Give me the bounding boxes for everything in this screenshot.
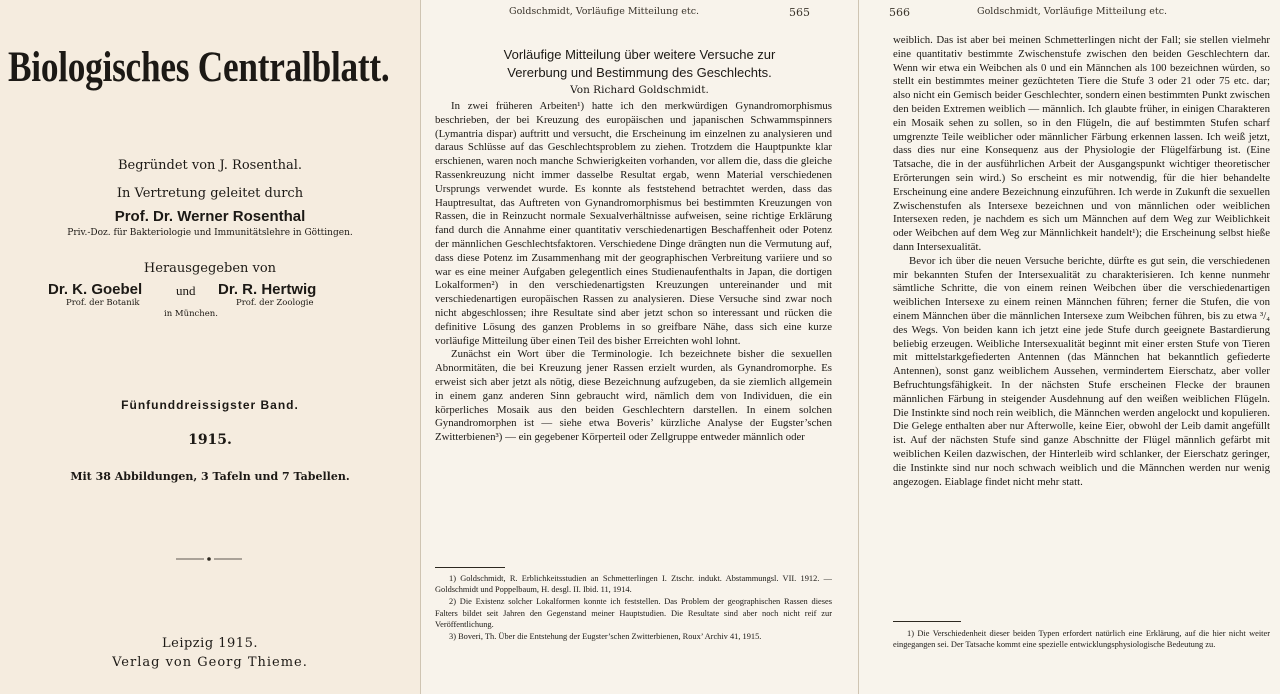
editor-right-name: Dr. R. Hertwig (218, 281, 317, 298)
article-title-line-1: Vorläufige Mitteilung über weitere Versuche zur (503, 47, 776, 62)
location: in München. (164, 309, 218, 319)
page-number: 566 (889, 6, 910, 19)
and-word: und (176, 283, 196, 298)
publisher: Verlag von Georg Thieme. (112, 655, 308, 670)
paragraph: Zunächst ein Wort über die Terminologie. Ich bezeichnete bisher die sexuellen Abnormitäten, die bei Kreuzung jener Rassen erzielt wurden, als Gynandromorphe. Es erweist sich aber jetzt als nötig, diese Bezeichnung aufzugeben, da sie ziemlich allgemein in einem ganz anderen Sinn gebraucht wird, nämlich dem von Individuen, die ein körperliches Mosaik aus den beiden Geschlechtern darstellen. In einem solchen Gynandromorphen ist — siehe etwa Boveris’ kürzliche Analyse der Eugster’schen Zwitterbienen³) — ein gegebener Körperteil oder Zellgruppe entweder männlich oder (435, 348, 832, 444)
page-number: 565 (789, 6, 810, 19)
body-text (893, 34, 1270, 616)
article-title-line-2: Vererbung und Bestimmung des Geschlechts. (507, 65, 772, 80)
editor-affiliation: Priv.-Doz. für Bakteriologie und Immunitätslehre in Göttingen. (67, 228, 353, 238)
editor-left-name: Dr. K. Goebel (48, 281, 143, 298)
footnotes (435, 573, 832, 691)
footnote-rule (435, 567, 505, 568)
represented-line: In Vertretung geleitet durch (116, 186, 304, 201)
ornament-divider (176, 556, 242, 562)
footnotes (893, 628, 1270, 688)
editor-right-affiliation: Prof. der Zoologie (236, 298, 314, 308)
paragraph: weiblich. Das ist aber bei meinen Schmetterlingen nicht der Fall; sie stellen vielmehr eine quantitativ bestimmte Zwischenstufe zwischen den beiden Geschlechtern dar. Wenn wir etwa ein Weibchen als 0 und ein Männchen als 100 bezeichnen würden, so stellt ein bestimmtes meiner gezüchteten Tiere die Stufe 3 oder 21 oder 75 etc. dar; also nicht ein Gemisch beider Geschlechter, sondern einen bestimmten Punkt zwischen den beiden Extremen weiblich — männlich. Ich glaubte früher, in einigen Charakteren ein Mosaik sehen zu sollen, so in den Flügeln, die auf bestimmten Stufen scharf umgrenzte Teile weiblicher oder männlicher Färbung erkennen lassen. Ich weiß jetzt, dass dies nur eine Konsequenz aus der Physiologie der Flügelfärbung ist. (Eine Tatsache, die in der ausführlichen Arbeit der Ausgangspunkt wichtiger theoretischer Erörterungen sein wird.) So erscheint es mir notwendig, für die hier behandelte Erscheinung eine andere Bezeichnung einzuführen. Ich werde in Zukunft die sexuellen Zwischenstufen als Intersexe bezeichnen und von männlichen oder weiblichen Intersexen reden, je nachdem es sich um Männchen auf dem Weg zur Weiblichkeit oder Weibchen auf dem Weg zur Männlichkeit handelt¹); die Erscheinung selbst hieße dann Intersexualität. (893, 34, 1270, 253)
footnote: 1) Die Verschiedenheit dieser beiden Typen erfordert natürlich eine Erklärung, auf die hier nicht weiter eingegangen sei. Der Tatsache kommt eine spezielle entwicklungsphysiologische Bedeutung zu. (893, 629, 1270, 650)
page-566 (859, 0, 1280, 694)
volume-label: Fünfunddreissigster Band. (121, 398, 299, 412)
page-565 (421, 0, 858, 694)
footnote: 3) Boveri, Th. Über die Entstehung der Eugster’schen Zwitterbienen, Roux’ Archiv 41, 1915. (449, 632, 762, 642)
article-author: Von Richard Goldschmidt. (570, 84, 709, 96)
title-page (0, 0, 420, 694)
publication-place: Leipzig 1915. (162, 636, 258, 651)
journal-title: Biologisches Centralblatt. (8, 44, 390, 91)
running-head: Goldschmidt, Vorläufige Mitteilung etc. (509, 6, 700, 17)
paragraph: Bevor ich über die neuen Versuche berichte, dürfte es gut sein, die verschiedenen mir bekannten Stufen der Intersexualität zu charakterisieren. Ich kenne nunmehr sämtliche Schritte, die von einem reinen Weibchen über die verschiedenartigen weiblichen Intersexe zu einem reinen Männchen führen; ferner die Stufen, die von einem Männchen über die männlichen Intersexe zum Weibchen führen, bis zu etwa ³/₄ des Wegs. Von beiden kann ich jetzt eine jede Stufe durch geeignete Bastardierung beliebig erzeugen. Weibliche Intersexualität beginnt mit einer ersten Stufe von Tieren mit mittelstarkgefiederten Antennen (das Männchen hat bekanntlich gefiederte Antennen), sonst ganz weiblichem Aussehen, vermindertem Eierschatz, aber voller Befruchtungsfähigkeit. In der nächsten Stufe erscheinen Flecke der braunen männlichen Färbung in steigender Ausdehnung auf den weißen weiblichen Flügeln. Die Instinkte sind noch rein weiblich, die Männchen werden angelockt und kopulieren. Die Gelege enthalten aber nur Afterwolle, keine Eier, obwohl der Leib damit angefüllt ist. Auf der nächsten Stufe sind ganze Abschnitte der Flügel männlich gefärbt mit weiblichen Keilen dazwischen, der Hinterleib wird schlanker, der Eierschatz geringer, die Instinkte sind nur noch schwach weiblich und die Männchen werden nur wenig angezogen. Eiablage findet nicht mehr statt. (893, 254, 1270, 488)
editor-left-affiliation: Prof. der Botanik (66, 298, 140, 308)
footnote-rule (893, 621, 961, 622)
footnote: 1) Goldschmidt, R. Erblichkeitsstudien an Schmetterlingen I. Ztschr. indukt. Abstammungsl. VII. 1912. — Goldschmidt und Poppelbaum, H. desgl. II. Ibid. 11, 1914. (435, 574, 832, 595)
paragraph: In zwei früheren Arbeiten¹) hatte ich den merkwürdigen Gynandromorphismus beschrieben, der bei Kreuzung des europäischen und japanischen Schwammspinners (Lymantria dispar) auftritt und versucht, die Erscheinung im einzelnen zu analysieren und daraus Schlüsse auf das Geschlechtsproblem zu ziehen. Trotzdem die Hauptpunkte klar erschienen, waren noch manche Schwierigkeiten vorhanden, vor allem die, dass die gleiche Rassenkreuzung nicht immer dasselbe Resultat ergab, wenn Material verschiedenen Ursprungs verwendet wurde. Es konnte als feststehend betrachtet werden, dass das Hauptresultat, das Auftreten von Gynandromorphismus bei bestimmten Kreuzungen von Rassen, die in Reinzucht normale Sexualverhältnisse aufweisen, seine richtige Erklärung fand durch die Annahme einer quantitativ verschiedenartigen Beschaffenheit oder Potenz der männlichen Geschlechtsfaktoren. Verschiedene Dinge drängten nun die Vermutung auf, dass diese Potenz im Zusammenhang mit der geographischen Verbreitung variiere und so war es eine meiner Aufgaben gelegentlich eines Studienaufenthalts in Japan, die dortigen Lokalformen²) in den verschiedenartigsten Kreuzungen untereinander und mit verschiedenartigen europäischen Rassen zu analysieren. Diese Versuche sind zwar noch nicht abgeschlossen; ihre Resultate sind aber jetzt schon so interessant und rücken die definitive Lösung des ganzen Problems in so greifbare Nähe, dass sich eine kurze vorläufige Mitteilung über einen Teil des bisher Erreichten wohl lohnt. (435, 100, 832, 347)
illustrations-note: Mit 38 Abbildungen, 3 Tafeln und 7 Tabellen. (70, 470, 350, 483)
editor-name: Prof. Dr. Werner Rosenthal (114, 208, 306, 225)
published-by: Herausgegeben von (143, 261, 277, 276)
body-text (435, 100, 832, 558)
running-head: Goldschmidt, Vorläufige Mitteilung etc. (977, 6, 1168, 17)
volume-year: 1915. (188, 432, 232, 448)
founded-by: Begründet von J. Rosenthal. (117, 158, 303, 173)
footnote: 2) Die Existenz solcher Lokalformen konnte ich feststellen. Das Problem der geographischen Rassen dieses Falters bildet seit Jahren den Gegenstand meiner Hauptstudien. Die Resultate sind aber noch nicht reif zur Veröffentlichung. (435, 597, 832, 629)
